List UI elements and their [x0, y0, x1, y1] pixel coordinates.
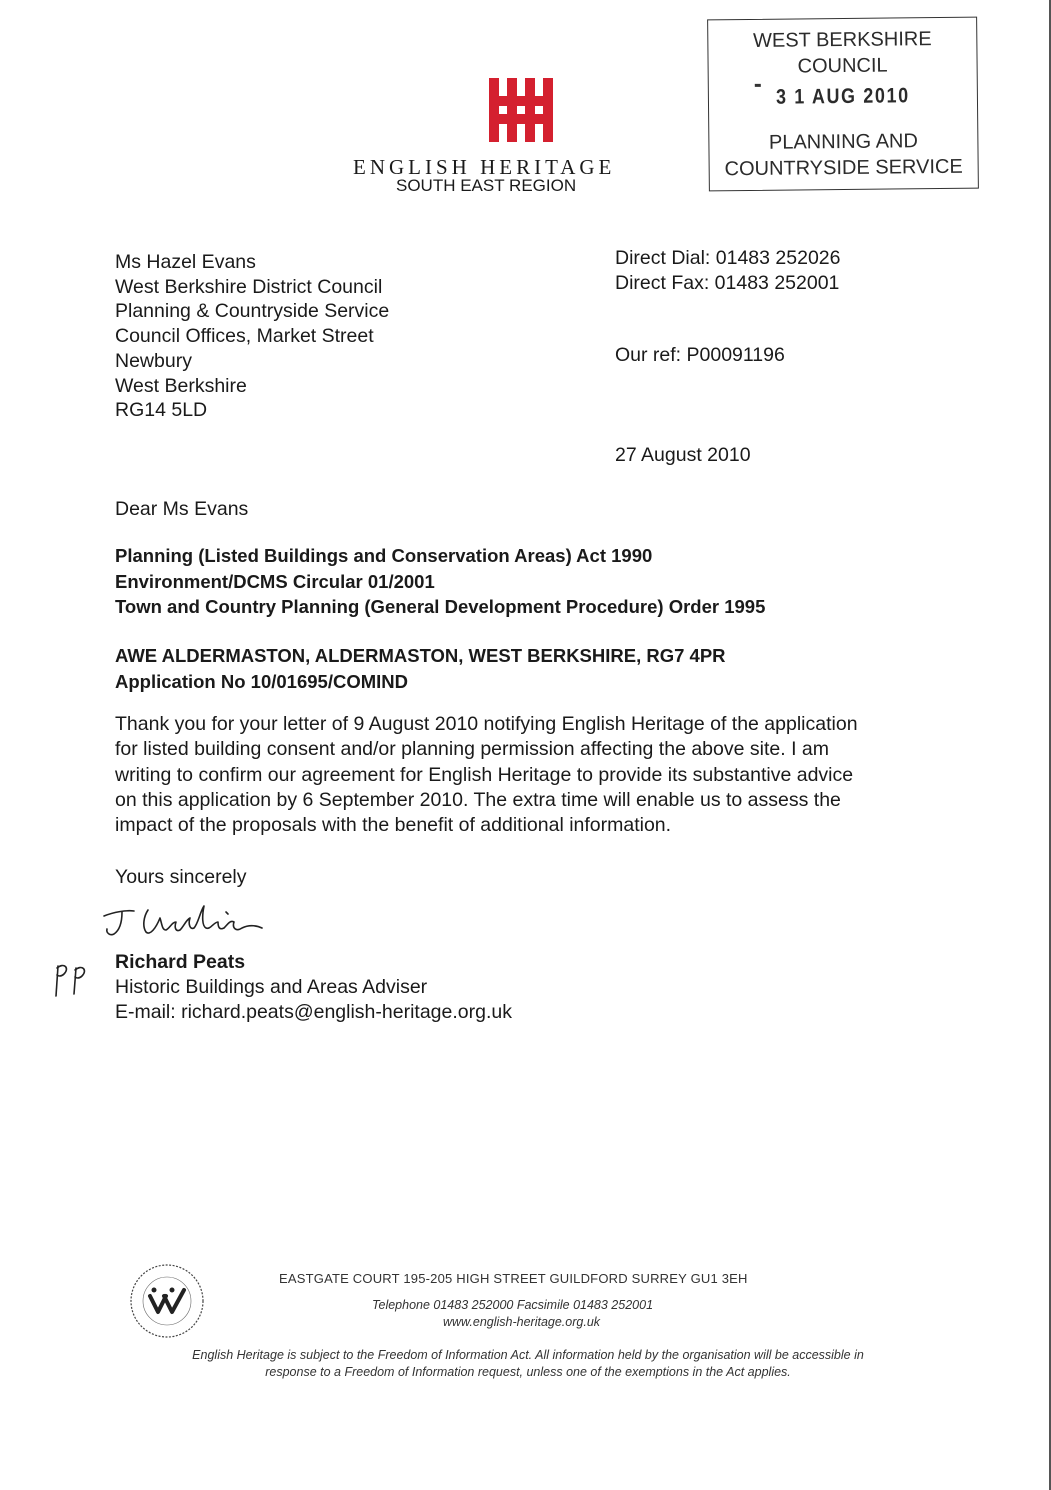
signer-name: Richard Peats [115, 951, 246, 973]
subject-line: Planning (Listed Buildings and Conservation Areas) Act 1990 [115, 545, 653, 566]
stamp-line-3: PLANNING AND [768, 130, 918, 154]
salutation: Dear Ms Evans [115, 498, 249, 520]
closing: Yours sincerely [115, 866, 247, 888]
body-line: Thank you for your letter of 9 August 2010 notifying English Heritage of the application [115, 713, 858, 735]
address-line: RG14 5LD [115, 399, 208, 422]
our-ref: Our ref: P00091196 [615, 344, 785, 366]
signer-title: Historic Buildings and Areas Adviser [115, 976, 428, 998]
contact-details [615, 246, 840, 295]
received-stamp [707, 17, 979, 192]
subject-heading [115, 543, 765, 620]
org-region: SOUTH EAST REGION [396, 176, 577, 195]
footer-telephone: Telephone 01483 252000 Facsimile 01483 252001 [372, 1298, 654, 1312]
stamp-line-4: COUNTRYSIDE SERVICE [724, 155, 963, 181]
org-name: ENGLISH HERITAGE [353, 155, 616, 179]
body-line: writing to confirm our agreement for English Heritage to provide its substantive advice [115, 763, 854, 786]
foi-line: response to a Freedom of Information request, unless one of the exemptions in the Act applies. [265, 1365, 791, 1379]
pp-handwritten-icon [52, 958, 96, 998]
subject-line: Town and Country Planning (General Development Procedure) Order 1995 [115, 596, 766, 617]
address-line: Planning & Countryside Service [115, 300, 390, 323]
body-line: impact of the proposals with the benefit of additional information. [115, 814, 672, 837]
body-line: for listed building consent and/or planning permission affecting the above site. I am [115, 738, 829, 761]
english-heritage-logo-icon [489, 78, 553, 142]
body-line: on this application by 6 September 2010. The extra time will enable us to assess the [115, 788, 841, 811]
handwritten-signature-icon [100, 898, 270, 950]
address-line: Council Offices, Market Street [115, 325, 374, 348]
address-line: West Berkshire District Council [115, 275, 383, 298]
letter-body [115, 712, 935, 838]
site-address: AWE ALDERMASTON, ALDERMASTON, WEST BERKSHIRE, RG7 4PR [115, 645, 726, 666]
letter-date: 27 August 2010 [615, 444, 751, 466]
stamp-line-2: COUNCIL [797, 54, 888, 78]
address-line: West Berkshire [115, 374, 247, 397]
site-heading [115, 643, 726, 695]
stamp-date: 3 1 AUG 2010 [775, 84, 910, 109]
footer-address: EASTGATE COURT 195-205 HIGH STREET GUILDFORD SURREY GU1 3EH [279, 1271, 748, 1286]
address-line: Ms Hazel Evans [115, 251, 256, 273]
footer-website: www.english-heritage.org.uk [443, 1315, 601, 1329]
foi-notice [148, 1347, 908, 1381]
address-line: Newbury [115, 349, 192, 372]
subject-line: Environment/DCMS Circular 01/2001 [115, 570, 435, 592]
stamp-header [708, 26, 977, 81]
recipient-address [115, 250, 389, 423]
direct-dial: Direct Dial: 01483 252026 [615, 247, 841, 269]
stamp-line-1: WEST BERKSHIRE [752, 28, 932, 52]
application-number: Application No 10/01695/COMIND [115, 671, 408, 692]
direct-fax: Direct Fax: 01483 252001 [615, 271, 840, 294]
stamp-footer [709, 128, 978, 183]
signer-email: E-mail: richard.peats@english-heritage.org.uk [115, 1001, 512, 1023]
signer-block [115, 950, 512, 1025]
foi-line: English Heritage is subject to the Freedom of Information Act. All information held by the organisation will be accessible in [192, 1348, 864, 1362]
positive-about-disabled-people-badge-icon [128, 1262, 206, 1340]
